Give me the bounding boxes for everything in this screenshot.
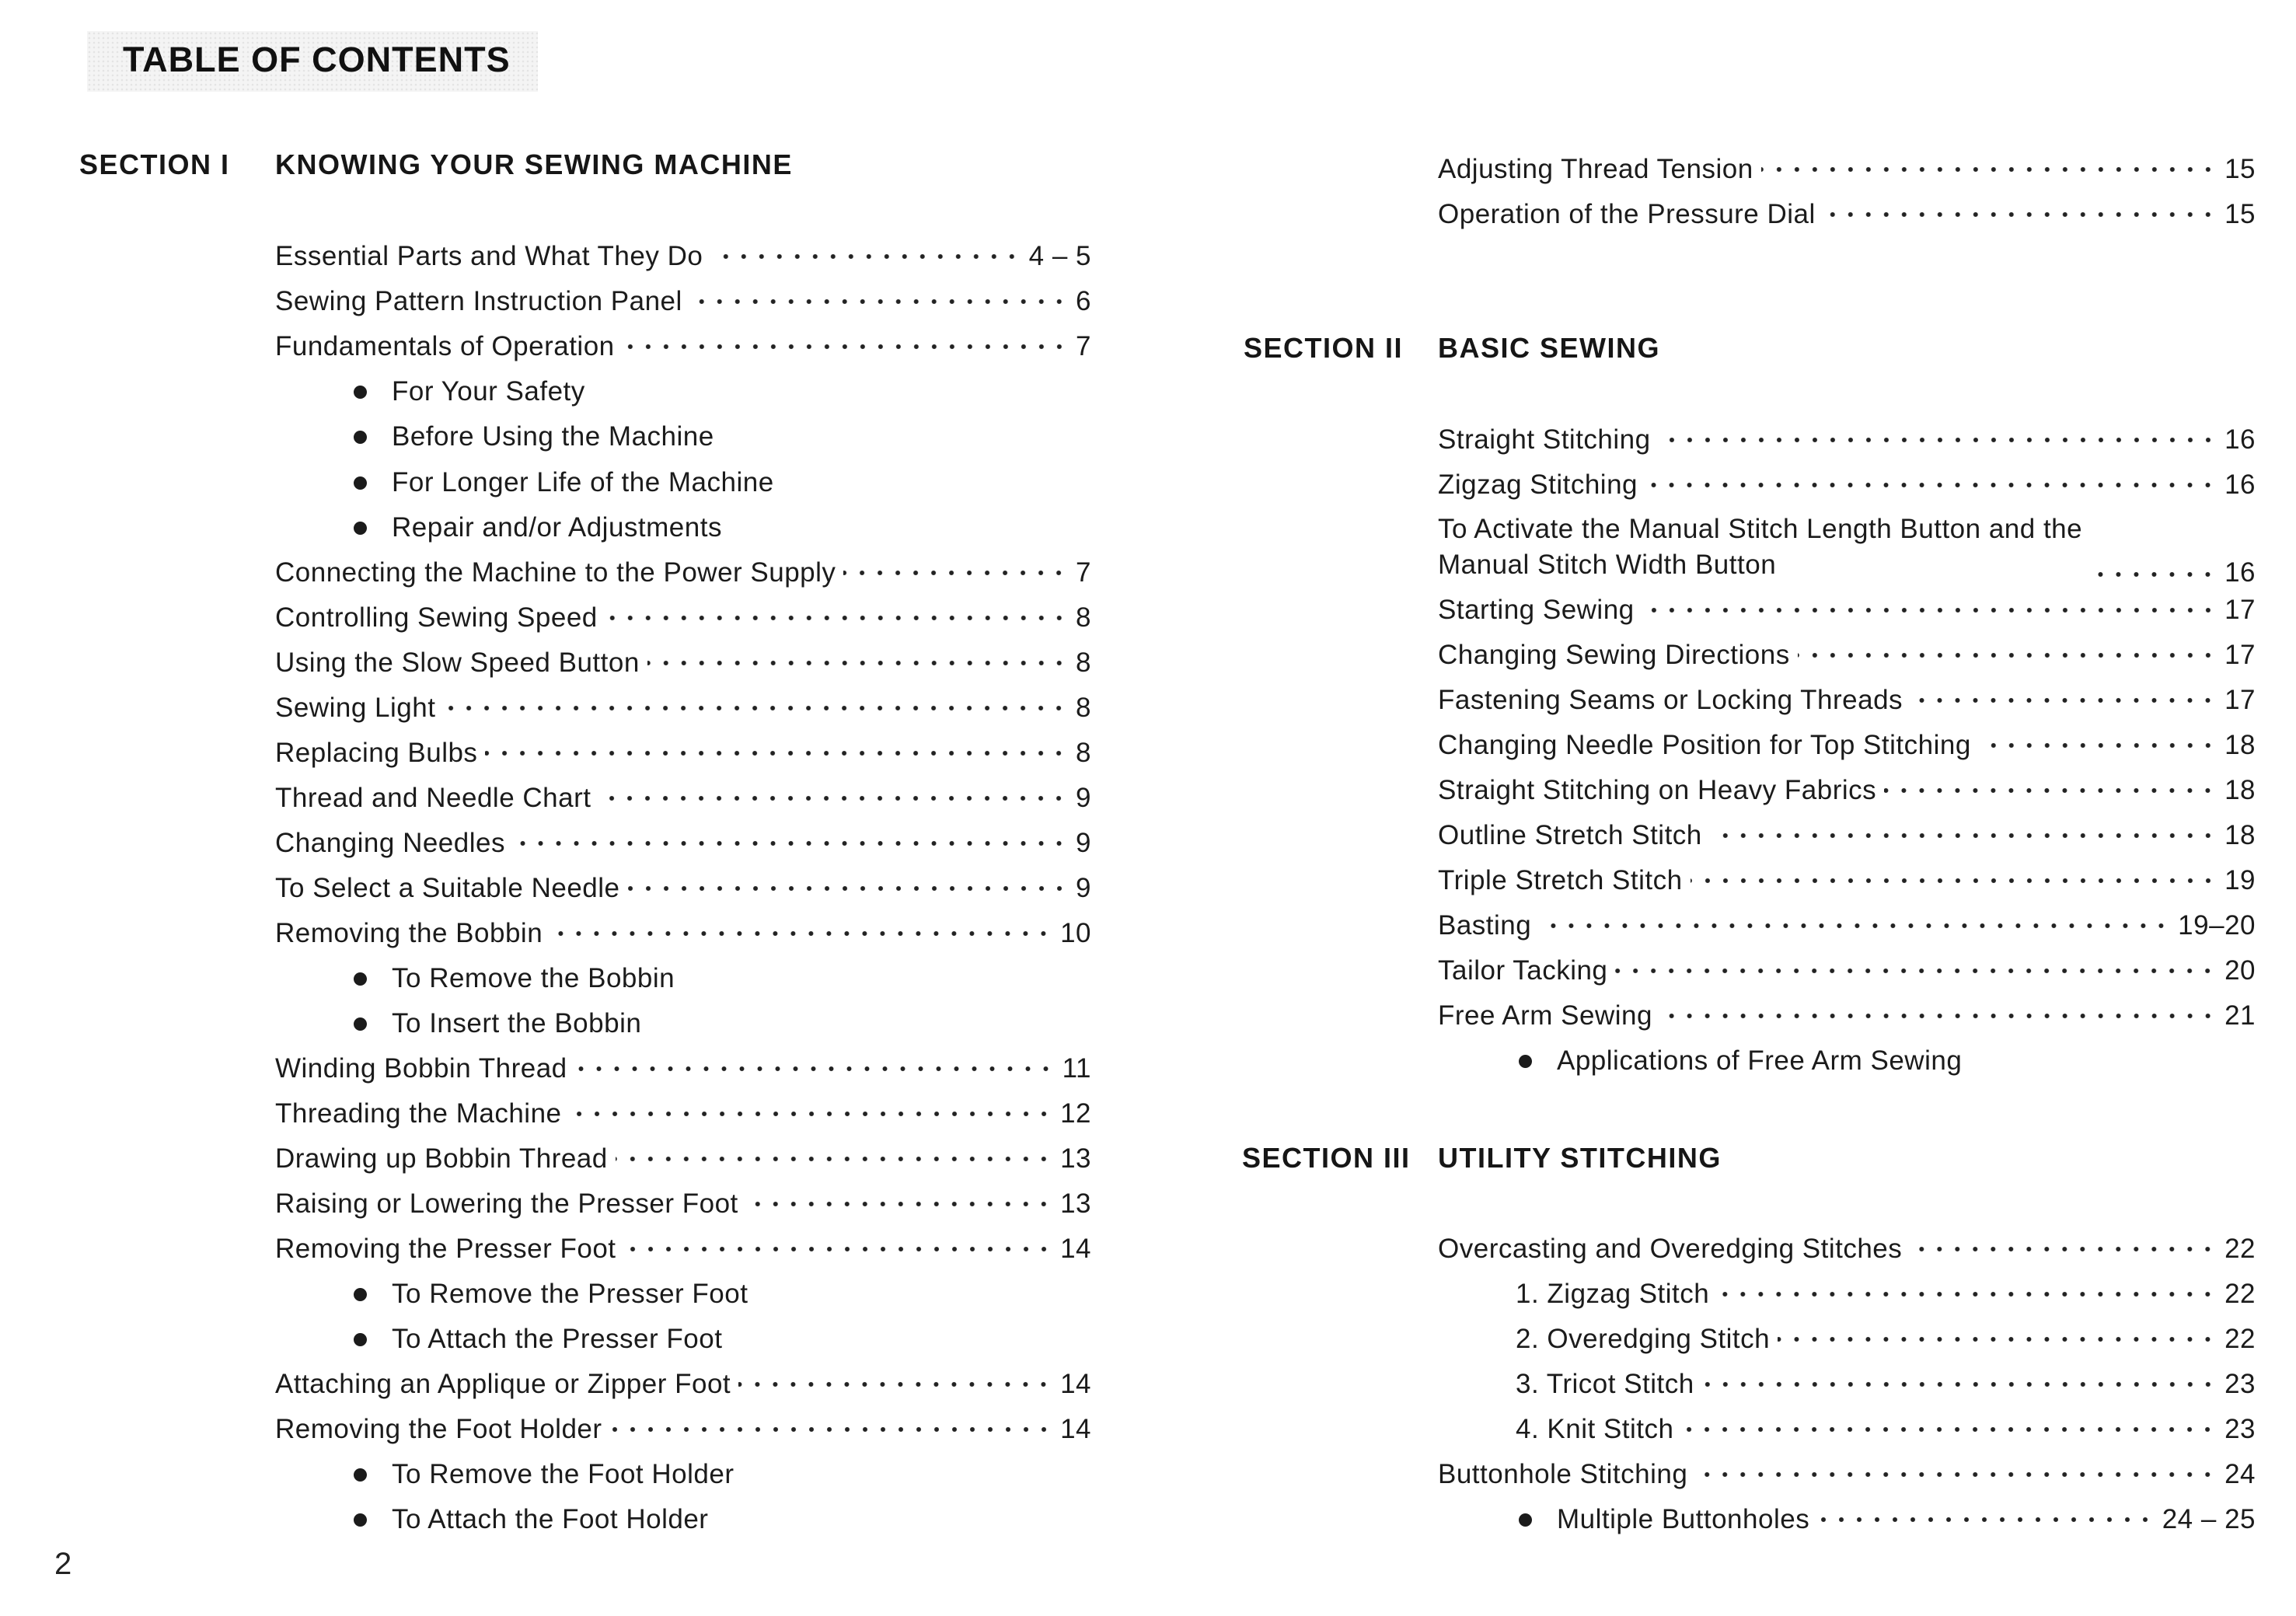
leader-dots	[710, 253, 1021, 260]
entry-label: Straight Stitching on Heavy Fabrics	[1438, 775, 1877, 805]
entry-page: 22	[2224, 1324, 2256, 1354]
leader-dots	[1910, 696, 2217, 704]
entry-label: Starting Sewing	[1438, 595, 1635, 625]
section-2-title: BASIC SEWING	[1438, 332, 1661, 364]
bullet-label: For Your Safety	[392, 376, 585, 407]
entry-label: Raising or Lowering the Presser Foot	[275, 1188, 738, 1219]
leader-dots	[2090, 571, 2217, 578]
leader-dots	[1979, 742, 2217, 749]
leader-dots	[738, 1380, 1052, 1388]
entry-page: 14	[1060, 1414, 1091, 1444]
toc-entry[interactable]	[1516, 1320, 2256, 1359]
toc-entry[interactable]	[1438, 816, 2256, 855]
toc-entry[interactable]	[275, 779, 1091, 818]
bullet-icon	[1519, 1055, 1532, 1068]
toc-bullet-entry[interactable]	[1519, 1500, 2256, 1539]
bullet-icon	[354, 972, 367, 986]
entry-label: Thread and Needle Chart	[275, 783, 591, 813]
entry-page: 22	[2224, 1279, 2256, 1309]
toc-bullet-item[interactable]	[354, 508, 722, 547]
bullet-icon	[354, 1333, 367, 1346]
entry-page: 9	[1076, 828, 1091, 858]
leader-dots	[1660, 1012, 2217, 1020]
entry-page: 10	[1060, 918, 1091, 948]
leader-dots	[1659, 436, 2217, 444]
toc-entry[interactable]	[275, 327, 1091, 366]
entry-label: Changing Sewing Directions	[1438, 640, 1790, 670]
entry-page: 20	[2224, 955, 2256, 986]
toc-entry[interactable]	[1438, 466, 2256, 504]
bullet-icon	[354, 522, 367, 535]
entry-page: 23	[2224, 1369, 2256, 1399]
toc-bullet-item[interactable]	[354, 959, 675, 998]
bullet-label: Applications of Free Arm Sewing	[1557, 1045, 1963, 1076]
entry-label: Sewing Pattern Instruction Panel	[275, 286, 682, 316]
entry-label: 1. Zigzag Stitch	[1516, 1279, 1710, 1309]
leader-dots	[575, 1065, 1055, 1073]
toc-entry[interactable]	[275, 1230, 1091, 1269]
section-2-label: SECTION II	[1244, 332, 1404, 364]
entry-label: Controlling Sewing Speed	[275, 602, 598, 633]
toc-entry[interactable]	[1438, 681, 2256, 720]
toc-entry[interactable]	[1438, 1455, 2256, 1494]
bullet-label: To Insert the Bobbin	[392, 1008, 642, 1038]
entry-label: Attaching an Applique or Zipper Foot	[275, 1369, 731, 1399]
leader-dots	[1681, 1426, 2217, 1433]
entry-page: 21	[2224, 1000, 2256, 1031]
entry-page: 23	[2224, 1414, 2256, 1444]
toc-entry[interactable]	[1438, 195, 2256, 234]
entry-page: 13	[1060, 1143, 1091, 1174]
toc-entry[interactable]	[1438, 951, 2256, 990]
bullet-icon	[354, 476, 367, 490]
entry-label: Removing the Foot Holder	[275, 1414, 602, 1444]
entry-label: Changing Needle Position for Top Stitching	[1438, 730, 1971, 760]
leader-dots	[690, 298, 1068, 305]
entry-page: 17	[2224, 640, 2256, 670]
entry-page: 14	[1060, 1234, 1091, 1264]
toc-entry[interactable]	[275, 1410, 1091, 1449]
entry-page: 8	[1076, 647, 1091, 678]
toc-entry[interactable]	[275, 689, 1091, 728]
entry-page: 4 – 5	[1028, 241, 1091, 271]
entry-label: To Select a Suitable Needle	[275, 873, 620, 903]
leader-dots	[1884, 787, 2217, 794]
toc-bullet-item[interactable]	[354, 1455, 734, 1494]
entry-page: 8	[1076, 693, 1091, 723]
entry-page: 7	[1076, 557, 1091, 588]
entry-label: Triple Stretch Stitch	[1438, 865, 1683, 895]
bullet-icon	[354, 431, 367, 444]
entry-page: 19	[2224, 865, 2256, 895]
entry-label: Fundamentals of Operation	[275, 331, 615, 361]
leader-dots	[628, 885, 1069, 892]
leader-dots	[1642, 606, 2217, 614]
toc-entry-multiline[interactable]	[1438, 511, 2256, 591]
leader-dots	[1798, 651, 2217, 659]
bullet-label: To Attach the Presser Foot	[392, 1324, 723, 1354]
entry-page: 14	[1060, 1369, 1091, 1399]
bullet-icon	[354, 1288, 367, 1301]
entry-label: Operation of the Pressure Dial	[1438, 199, 1816, 229]
bullet-icon	[354, 386, 367, 399]
bullet-icon	[354, 1513, 367, 1527]
entry-page: 18	[2224, 820, 2256, 850]
leader-dots	[570, 1110, 1053, 1118]
leader-dots	[1710, 832, 2217, 839]
leader-dots	[624, 1245, 1053, 1253]
entry-page: 16	[2224, 469, 2256, 500]
entry-page: 9	[1076, 873, 1091, 903]
toc-entry[interactable]	[1438, 591, 2256, 630]
toc-bullet-item[interactable]	[354, 417, 714, 456]
leader-dots	[1778, 1335, 2217, 1343]
entry-label: Drawing up Bobbin Thread	[275, 1143, 608, 1174]
bullet-label: To Remove the Bobbin	[392, 963, 675, 993]
leader-dots	[1539, 922, 2170, 930]
toc-entry[interactable]	[275, 914, 1091, 953]
entry-label: 3. Tricot Stitch	[1516, 1369, 1694, 1399]
bullet-label: To Attach the Foot Holder	[392, 1504, 709, 1534]
leader-dots	[598, 794, 1068, 802]
toc-entry[interactable]	[1438, 726, 2256, 765]
leader-dots	[610, 1426, 1053, 1433]
entry-page: 12	[1060, 1098, 1091, 1129]
leader-dots	[443, 704, 1068, 712]
section-1-label: SECTION I	[79, 148, 230, 180]
toc-entry[interactable]	[275, 869, 1091, 908]
page-title: TABLE OF CONTENTS	[123, 40, 511, 79]
leader-dots	[647, 659, 1068, 667]
entry-label: Connecting the Machine to the Power Supply	[275, 557, 836, 588]
toc-entry[interactable]	[1438, 1230, 2256, 1269]
toc-entry[interactable]	[275, 1185, 1091, 1223]
entry-label: Removing the Bobbin	[275, 918, 543, 948]
bullet-label: Before Using the Machine	[392, 421, 714, 452]
leader-dots	[485, 749, 1068, 757]
toc-entry[interactable]	[1438, 771, 2256, 810]
toc-bullet-item[interactable]	[354, 1275, 748, 1314]
entry-page: 24	[2224, 1459, 2256, 1489]
entry-label: Multiple Buttonholes	[1557, 1504, 1810, 1534]
entry-page: 15	[2224, 154, 2256, 184]
bullet-label: To Remove the Presser Foot	[392, 1279, 748, 1309]
toc-entry[interactable]	[1438, 996, 2256, 1035]
toc-entry[interactable]	[275, 644, 1091, 682]
leader-dots	[1823, 211, 2217, 218]
toc-entry[interactable]	[1438, 150, 2256, 189]
toc-entry[interactable]	[275, 1049, 1091, 1088]
entry-label: Outline Stretch Stitch	[1438, 820, 1702, 850]
entry-page: 19–20	[2178, 910, 2256, 941]
leader-dots	[1910, 1245, 2217, 1253]
leader-dots	[1695, 1471, 2217, 1478]
toc-entry[interactable]	[1516, 1275, 2256, 1314]
bullet-icon	[354, 1017, 367, 1031]
toc-bullet-item[interactable]	[354, 1004, 641, 1043]
leader-dots	[1817, 1516, 2155, 1524]
entry-label: Changing Needles	[275, 828, 505, 858]
entry-label: Winding Bobbin Thread	[275, 1053, 567, 1084]
toc-bullet-item[interactable]	[354, 463, 774, 502]
leader-dots	[1761, 166, 2217, 173]
leader-dots	[550, 930, 1052, 937]
entry-label: Zigzag Stitching	[1438, 469, 1638, 500]
entry-label: Buttonhole Stitching	[1438, 1459, 1688, 1489]
leader-dots	[1717, 1290, 2217, 1298]
leader-dots	[746, 1200, 1052, 1208]
entry-page: 9	[1076, 783, 1091, 813]
toc-entry[interactable]	[1516, 1365, 2256, 1404]
entry-page: 18	[2224, 730, 2256, 760]
bullet-label: For Longer Life of the Machine	[392, 467, 774, 497]
leader-dots	[605, 614, 1068, 622]
toc-entry[interactable]	[275, 1094, 1091, 1133]
entry-page: 17	[2224, 685, 2256, 715]
entry-label: Basting	[1438, 910, 1532, 941]
entry-page: 17	[2224, 595, 2256, 625]
entry-page: 16	[2224, 424, 2256, 455]
entry-label: Sewing Light	[275, 693, 436, 723]
toc-entry[interactable]	[275, 599, 1091, 637]
toc-entry[interactable]	[275, 282, 1091, 321]
entry-label: Threading the Machine	[275, 1098, 562, 1129]
toc-entry[interactable]	[275, 553, 1091, 592]
entry-label	[1438, 511, 2082, 583]
section-3-title: UTILITY STITCHING	[1438, 1142, 1722, 1174]
entry-page: 8	[1076, 602, 1091, 633]
entry-label: 2. Overedging Stitch	[1516, 1324, 1771, 1354]
toc-entry[interactable]	[1438, 906, 2256, 945]
entry-label: Tailor Tacking	[1438, 955, 1608, 986]
entry-label: Straight Stitching	[1438, 424, 1651, 455]
leader-dots	[1691, 877, 2217, 885]
bullet-label: Repair and/or Adjustments	[392, 512, 722, 543]
page-number: 2	[54, 1547, 72, 1581]
leader-dots	[1645, 481, 2217, 489]
leader-dots	[1702, 1380, 2217, 1388]
entry-label: 4. Knit Stitch	[1516, 1414, 1674, 1444]
entry-label: Fastening Seams or Locking Threads	[1438, 685, 1903, 715]
entry-label-line-2: Manual Stitch Width Button	[1438, 550, 1777, 580]
entry-label: Adjusting Thread Tension	[1438, 154, 1753, 184]
toc-entry[interactable]	[1438, 421, 2256, 459]
entry-label: Replacing Bulbs	[275, 738, 478, 768]
toc-entry[interactable]	[1438, 636, 2256, 675]
entry-page: 11	[1062, 1053, 1091, 1084]
entry-label: Using the Slow Speed Button	[275, 647, 640, 678]
leader-dots	[616, 1155, 1052, 1163]
entry-page: 18	[2224, 775, 2256, 805]
toc-entry[interactable]	[275, 1365, 1091, 1404]
leader-dots	[623, 343, 1068, 351]
leader-dots	[1615, 967, 2217, 975]
entry-page: 8	[1076, 738, 1091, 768]
leader-dots	[843, 569, 1068, 577]
entry-label: Free Arm Sewing	[1438, 1000, 1652, 1031]
bullet-icon	[354, 1468, 367, 1482]
entry-label: Overcasting and Overedging Stitches	[1438, 1234, 1903, 1264]
section-1-title: KNOWING YOUR SEWING MACHINE	[275, 148, 793, 180]
toc-entry[interactable]	[275, 237, 1091, 276]
entry-page: 7	[1076, 331, 1091, 361]
bullet-label: To Remove the Foot Holder	[392, 1459, 735, 1489]
toc-bullet-item[interactable]	[1519, 1042, 1962, 1080]
entry-page: 13	[1060, 1188, 1091, 1219]
section-3-label: SECTION III	[1242, 1142, 1411, 1174]
entry-page: 24 – 25	[2162, 1504, 2256, 1534]
bullet-icon	[1519, 1513, 1532, 1527]
toc-entry[interactable]	[1516, 1410, 2256, 1449]
toc-entry[interactable]	[1438, 861, 2256, 900]
toc-entry[interactable]	[275, 1140, 1091, 1178]
toc-bullet-item[interactable]	[354, 372, 585, 411]
entry-label-line-1: To Activate the Manual Stitch Length Button and the	[1438, 514, 2083, 544]
toc-bullet-item[interactable]	[354, 1320, 722, 1359]
entry-page: 22	[2224, 1234, 2256, 1264]
entry-page: 15	[2224, 199, 2256, 229]
entry-label: Essential Parts and What They Do	[275, 241, 703, 271]
toc-bullet-item[interactable]	[354, 1500, 708, 1539]
entry-label: Removing the Presser Foot	[275, 1234, 616, 1264]
toc-entry[interactable]	[275, 824, 1091, 863]
entry-page: 6	[1076, 286, 1091, 316]
entry-page: 16	[2224, 557, 2256, 588]
leader-dots	[513, 839, 1068, 847]
toc-entry[interactable]	[275, 734, 1091, 773]
